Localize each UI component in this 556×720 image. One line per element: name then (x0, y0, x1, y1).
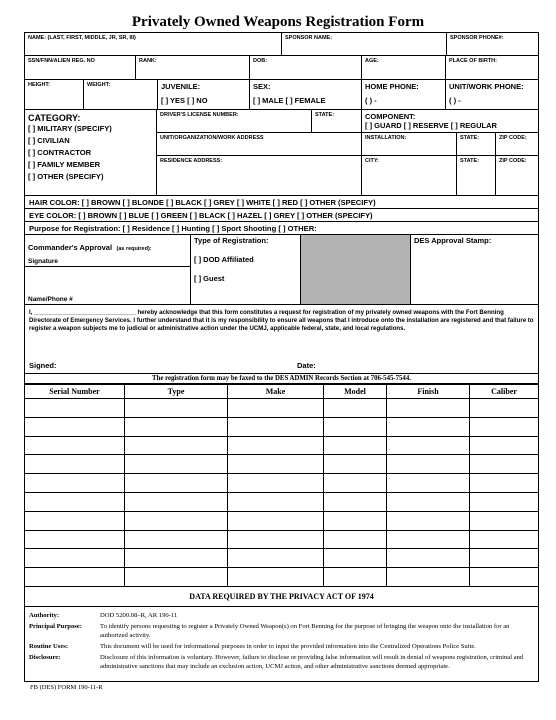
weight-field[interactable] (84, 80, 158, 109)
table-cell[interactable] (387, 530, 470, 549)
table-cell[interactable] (387, 417, 470, 436)
age-field[interactable] (362, 56, 446, 79)
sex-label: SEX: (253, 82, 271, 91)
table-row (25, 399, 539, 418)
col-model: Model (324, 385, 387, 399)
category-item[interactable]: [ ] FAMILY MEMBER (28, 160, 101, 169)
registration-type-section (191, 235, 301, 304)
table-cell[interactable] (324, 549, 387, 568)
table-cell[interactable] (25, 511, 125, 530)
physical-row (24, 80, 539, 110)
sponsor-phone-label: SPONSOR PHONE#: (450, 35, 504, 41)
name-row (24, 32, 539, 56)
table-row (25, 511, 539, 530)
residence-label: RESIDENCE ADDRESS: (160, 158, 223, 164)
unit-address-field[interactable] (157, 133, 362, 155)
unit-zip-field[interactable] (496, 133, 538, 155)
residence-field[interactable] (157, 156, 362, 195)
height-label: HEIGHT: (28, 82, 50, 88)
name-field[interactable] (25, 33, 282, 55)
table-cell[interactable] (470, 399, 539, 418)
pob-label: PLACE OF BIRTH: (449, 58, 497, 64)
privacy-key: Authority: (29, 611, 60, 619)
sponsor-name-label: SPONSOR NAME: (285, 35, 333, 41)
table-cell[interactable] (228, 492, 324, 511)
work-phone-label: UNIT/WORK PHONE: (449, 82, 524, 91)
table-cell[interactable] (125, 511, 228, 530)
table-cell[interactable] (324, 417, 387, 436)
table-cell[interactable] (25, 530, 125, 549)
privacy-value: To identify persons requesting to register a Privately Owned Weapon(s) on Fort Benning for the purpose of bringing the weapon onto the installation for an authorized activity. (100, 622, 510, 639)
table-cell[interactable] (324, 530, 387, 549)
name-phone-label: Name/Phone # (28, 296, 73, 303)
work-phone-field[interactable] (446, 80, 538, 109)
privacy-row (29, 653, 534, 671)
table-cell[interactable] (25, 436, 125, 455)
privacy-value: Disclosure of this information is voluntary. However, failure to disclose or providing false information will result in denial of weapons registration, criminal and administrative sanctions that may include an exclusion action, UCMJ action, and other administrative sanctions deemed appropriate. (100, 653, 524, 670)
table-cell[interactable] (387, 549, 470, 568)
weight-label: WEIGHT: (87, 82, 111, 88)
juvenile-field[interactable] (158, 80, 250, 109)
sex-field[interactable] (250, 80, 362, 109)
home-phone-field[interactable] (362, 80, 446, 109)
installation-label: INSTALLATION: (365, 135, 407, 141)
signed-label[interactable]: Signed: (29, 361, 57, 370)
table-cell[interactable] (470, 492, 539, 511)
shaded-area (301, 235, 411, 304)
juvenile-label: JUVENILE: (161, 82, 201, 91)
table-cell[interactable] (25, 492, 125, 511)
address-section (157, 110, 538, 195)
component-field[interactable] (362, 110, 538, 132)
residence-state-field[interactable] (457, 156, 496, 195)
hair-color-row[interactable]: HAIR COLOR: [ ] BROWN [ ] BLONDE [ ] BLACK [ ] GREY [ ] WHITE [ ] RED [ ] OTHER (SPECIFY) (24, 196, 539, 209)
table-cell[interactable] (125, 492, 228, 511)
table-cell[interactable] (387, 399, 470, 418)
table-cell[interactable] (324, 436, 387, 455)
table-cell[interactable] (125, 455, 228, 474)
table-cell[interactable] (25, 549, 125, 568)
table-cell[interactable] (25, 568, 125, 587)
table-row (25, 492, 539, 511)
table-cell[interactable] (387, 511, 470, 530)
col-serial: Serial Number (25, 385, 125, 399)
des-stamp-field[interactable] (411, 235, 538, 304)
table-cell[interactable] (25, 474, 125, 493)
form-title: Privately Owned Weapons Registration Form (131, 14, 425, 30)
height-field[interactable] (25, 80, 84, 109)
table-cell[interactable] (324, 455, 387, 474)
table-cell[interactable] (228, 568, 324, 587)
category-item[interactable]: [ ] MILITARY (SPECIFY) (28, 124, 112, 133)
table-cell[interactable] (25, 399, 125, 418)
category-title: CATEGORY: (28, 113, 81, 123)
id-row (24, 56, 539, 80)
unit-zip-label: ZIP CODE: (499, 135, 527, 141)
table-cell[interactable] (324, 399, 387, 418)
city-field[interactable] (362, 156, 457, 195)
table-cell[interactable] (125, 417, 228, 436)
table-cell[interactable] (228, 474, 324, 493)
table-cell[interactable] (387, 474, 470, 493)
unit-address-label: UNIT/ORGANIZATION/WORK ADDRESS (160, 135, 264, 141)
fax-notice: The registration form may be faxed to the DES ADMIN Records Section at 706-545-7544. (24, 373, 539, 384)
privacy-key: Principal Purpose: (29, 622, 82, 630)
commander-approval[interactable] (25, 235, 190, 267)
component-options[interactable]: [ ] GUARD [ ] RESERVE [ ] REGULAR (365, 121, 497, 130)
work-phone-format: ( ) - (449, 96, 461, 105)
privacy-key: Routine Uses: (29, 642, 69, 650)
registration-type-label: Type of Registration: (194, 236, 269, 245)
table-cell[interactable] (228, 511, 324, 530)
rank-field[interactable] (136, 56, 250, 79)
table-cell[interactable] (470, 455, 539, 474)
residence-state-label: STATE: (460, 158, 480, 164)
table-cell[interactable] (125, 568, 228, 587)
category-item[interactable]: [ ] CONTRACTOR (28, 148, 92, 157)
table-row (25, 530, 539, 549)
dod-affiliated-option[interactable]: [ ] DOD Affiliated (194, 255, 254, 264)
unit-state-field[interactable] (457, 133, 496, 155)
privacy-title: DATA REQUIRED BY THE PRIVACY ACT OF 1974 (24, 587, 539, 607)
ssn-label: SSN/FNN/ALIEN REG. NO (28, 58, 95, 64)
signature-label: Signature (28, 258, 58, 265)
form-number: FB (DES) FORM 190-11-R (30, 684, 103, 691)
col-type: Type (125, 385, 228, 399)
guest-option[interactable]: [ ] Guest (194, 274, 225, 283)
table-cell[interactable] (324, 492, 387, 511)
table-cell[interactable] (387, 455, 470, 474)
approval-block (24, 235, 539, 305)
table-cell[interactable] (324, 474, 387, 493)
name-label: NAME: (LAST, FIRST, MIDDLE, JR, SR, III) (28, 35, 136, 41)
commander-note: (as required): (116, 246, 152, 252)
eye-color-row[interactable]: EYE COLOR: [ ] BROWN [ ] BLUE [ ] GREEN [ ] BLACK [ ] HAZEL [ ] GREY [ ] OTHER (SPECIFY) (24, 209, 539, 222)
privacy-value: DOD 5200.08–R, AR 190-11 (100, 611, 178, 619)
table-row (25, 474, 539, 493)
table-cell[interactable] (228, 436, 324, 455)
residence-zip-field[interactable] (496, 156, 538, 195)
commander-section (25, 235, 191, 304)
component-label: COMPONENT: (365, 112, 416, 121)
table-cell[interactable] (125, 530, 228, 549)
sex-options[interactable]: [ ] MALE [ ] FEMALE (253, 96, 326, 105)
sponsor-name-field[interactable] (282, 33, 447, 55)
acknowledgement-section (24, 305, 539, 373)
category-item[interactable]: [ ] CIVILIAN (28, 136, 70, 145)
table-cell[interactable] (387, 436, 470, 455)
table-cell[interactable] (470, 568, 539, 587)
table-cell[interactable] (387, 568, 470, 587)
table-cell[interactable] (228, 549, 324, 568)
acknowledgement-text: I, ______________________________ hereby acknowledge that this form constitutes a request for registration of my privately owned weapons with the Fort Benning Directorate of Emergency Services. I further understand that it is my responsibility to ensure all weapons that I introduce onto the installation are registered and that failure to register a weapon subjects me to judicial or administrative action under the UCMJ, applicable federal, state, and local regulations. (29, 309, 534, 332)
purpose-row[interactable]: Purpose for Registration: [ ] Residence [ ] Hunting [ ] Sport Shooting [ ] OTHER: (24, 222, 539, 235)
dob-field[interactable] (250, 56, 362, 79)
city-label: CITY: (365, 158, 379, 164)
age-label: AGE: (365, 58, 379, 64)
license-state-label: STATE: (315, 112, 335, 118)
table-cell[interactable] (228, 417, 324, 436)
col-make: Make (228, 385, 324, 399)
sponsor-phone-field[interactable] (447, 33, 538, 55)
table-cell[interactable] (470, 530, 539, 549)
ssn-field[interactable] (25, 56, 136, 79)
des-stamp-label: DES Approval Stamp: (414, 236, 492, 245)
table-row (25, 568, 539, 587)
table-cell[interactable] (125, 474, 228, 493)
date-label[interactable]: Date: (297, 361, 316, 370)
table-row (25, 455, 539, 474)
table-cell[interactable] (25, 455, 125, 474)
license-state-field[interactable] (312, 110, 362, 132)
table-cell[interactable] (324, 568, 387, 587)
table-cell[interactable] (387, 492, 470, 511)
installation-field[interactable] (362, 133, 457, 155)
table-cell[interactable] (228, 399, 324, 418)
category-block (24, 110, 539, 196)
name-phone-field[interactable] (25, 267, 190, 304)
privacy-section (24, 607, 539, 682)
table-cell[interactable] (470, 511, 539, 530)
license-label: DRIVER'S LICENSE NUMBER: (160, 112, 239, 118)
table-row (25, 436, 539, 455)
pob-field[interactable] (446, 56, 538, 79)
rank-label: RANK: (139, 58, 157, 64)
privacy-row (29, 622, 534, 640)
table-cell[interactable] (228, 530, 324, 549)
table-cell[interactable] (25, 417, 125, 436)
license-field[interactable] (157, 110, 312, 132)
table-cell[interactable] (470, 549, 539, 568)
col-caliber: Caliber (470, 385, 539, 399)
table-cell[interactable] (228, 455, 324, 474)
table-cell[interactable] (324, 511, 387, 530)
table-cell[interactable] (470, 474, 539, 493)
home-phone-format: ( ) - (365, 96, 377, 105)
col-finish: Finish (387, 385, 470, 399)
registration-form (24, 32, 539, 682)
commander-label: Commander's Approval (28, 243, 113, 252)
home-phone-label: HOME PHONE: (365, 82, 419, 91)
weapons-table (24, 384, 539, 587)
table-cell[interactable] (125, 436, 228, 455)
table-cell[interactable] (125, 399, 228, 418)
table-cell[interactable] (470, 436, 539, 455)
privacy-key: Disclosure: (29, 653, 61, 661)
dob-label: DOB: (253, 58, 268, 64)
category-section (25, 110, 157, 195)
privacy-row (29, 642, 534, 651)
table-row (25, 417, 539, 436)
unit-state-label: STATE: (460, 135, 480, 141)
privacy-row (29, 611, 534, 620)
table-cell[interactable] (125, 549, 228, 568)
residence-zip-label: ZIP CODE: (499, 158, 527, 164)
table-row (25, 549, 539, 568)
table-cell[interactable] (470, 417, 539, 436)
category-item[interactable]: [ ] OTHER (SPECIFY) (28, 172, 104, 181)
privacy-value: This document will be used for informational purposes in order to input the provided information into the Centralized Operations Police Suite. (100, 642, 476, 650)
juvenile-options[interactable]: [ ] YES [ ] NO (161, 96, 208, 105)
